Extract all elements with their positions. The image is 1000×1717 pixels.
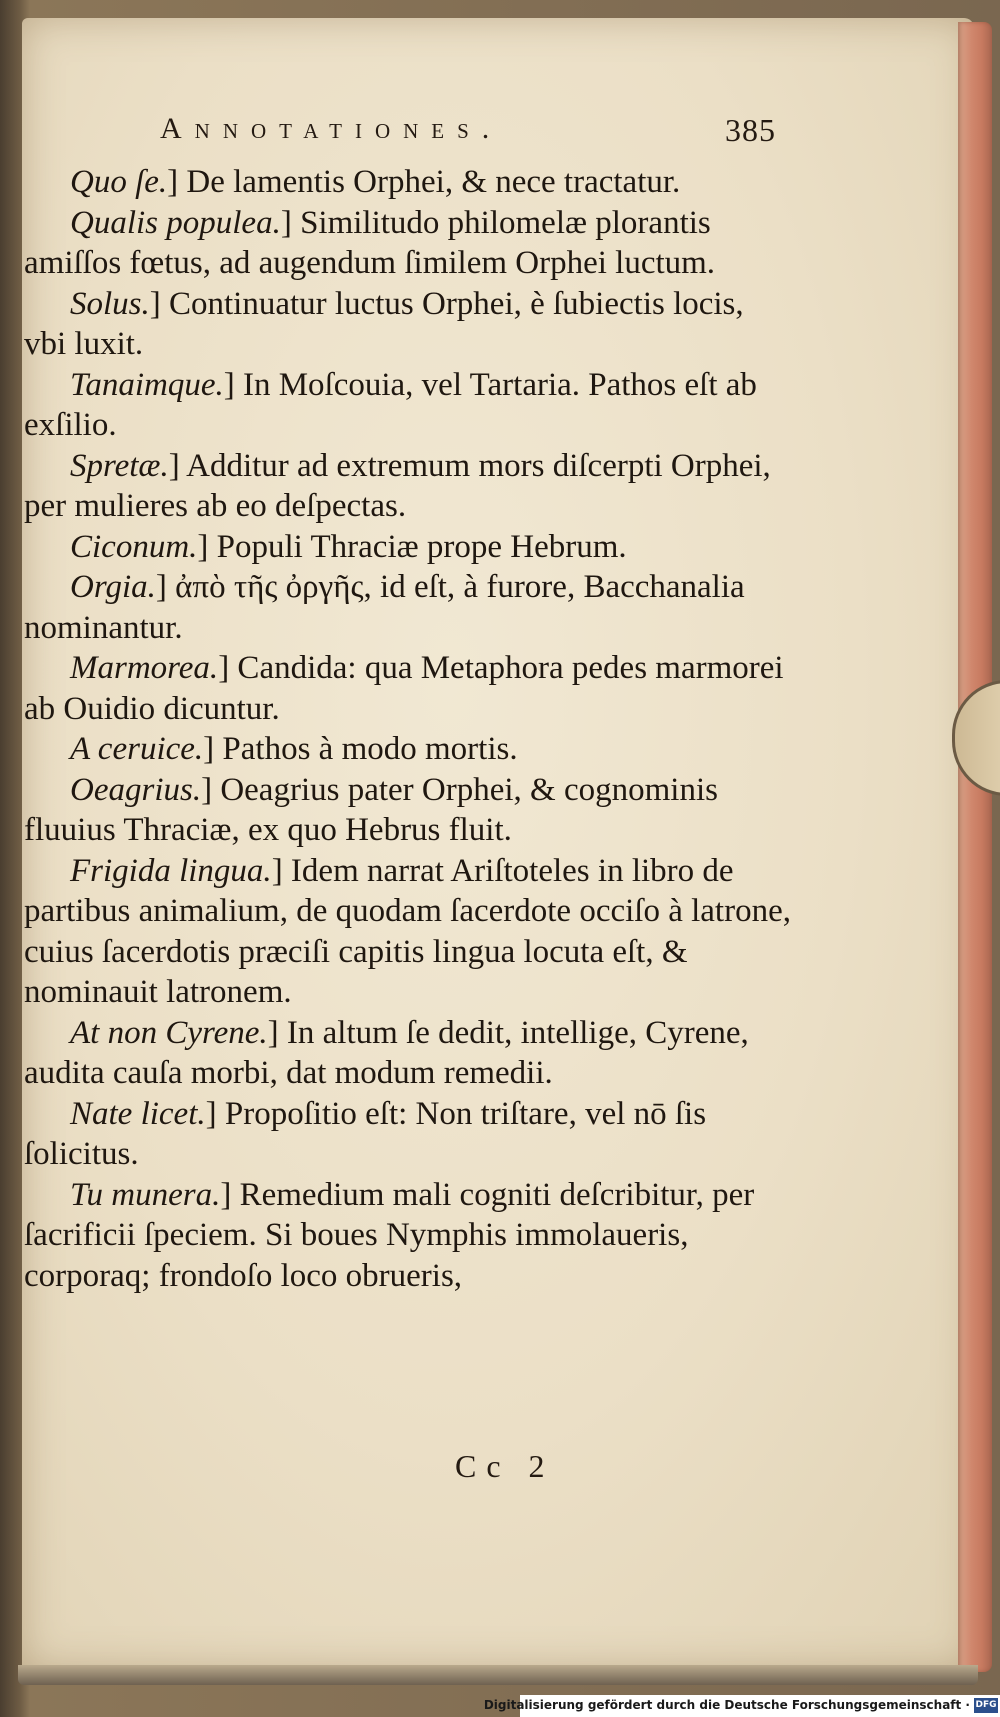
commentary: ] Idem narrat Ariſtoteles in libro de partibus animalium, de quodam ſacerdote occiſo à latrone, cuius ſacerdotis præciſi capitis lingua locuta eſt, & nominauit latronem. [24, 852, 791, 1010]
annotation-entry [24, 284, 794, 365]
commentary: ] Candida: qua Metaphora pedes marmorei ab Ouidio dicuntur. [24, 650, 784, 727]
annotation-entry [24, 527, 794, 568]
running-title: Annotationes. [160, 112, 503, 145]
annotation-entry [24, 203, 794, 284]
commentary: ] Pathos à modo mortis. [203, 731, 518, 767]
annotation-entry [24, 648, 794, 729]
annotation-entry [24, 851, 794, 1013]
annotation-entry [24, 567, 794, 648]
red-fore-edge [958, 22, 992, 1672]
annotation-entry [24, 1013, 794, 1094]
commentary: ] Remedium mali cogniti deſcribitur, per ſacrificii ſpeciem. Si boues Nymphis immolaueris, corporaq; frondoſo loco obrueris, [24, 1176, 755, 1294]
lemma: At non Cyrene. [70, 1014, 268, 1051]
page-number: 385 [725, 112, 776, 148]
annotation-entry [24, 365, 794, 446]
annotation-text [24, 162, 794, 1296]
lemma: Orgia. [70, 569, 156, 605]
lemma: Qualis populea. [70, 204, 281, 241]
page-header [160, 112, 800, 152]
lemma: Ciconum. [70, 528, 198, 565]
annotation-entry [24, 446, 794, 527]
lemma: Spretæ. [70, 447, 169, 484]
lemma: Nate licet. [70, 1095, 206, 1132]
commentary: ] ἀπὸ τῆς ὀργῆς, id eſt, à furore, Bacchanalia nominantur. [24, 569, 745, 646]
commentary: ] Populi Thraciæ prope Hebrum. [197, 528, 627, 565]
commentary: ] Propoſitio eſt: Non triſtare, vel nō ſis ſolicitus. [24, 1095, 707, 1172]
annotation-entry [24, 770, 794, 851]
commentary: ] Similitudo philomelæ plorantis amiſſos fœtus, ad augendum ſimilem Orphei luctum. [24, 204, 716, 281]
dfg-logo-icon: DFG [974, 1698, 998, 1713]
annotation-entry [24, 1094, 794, 1175]
annotation-entry [24, 729, 794, 770]
funding-credit: Digitalisierung gefördert durch die Deutsche Forschungsgemeinschaft · [483, 1698, 970, 1712]
commentary: ] Additur ad extremum mors diſcerpti Orphei, per mulieres ab eo deſpectas. [24, 447, 771, 524]
commentary: ] In Moſcouia, vel Tartaria. Pathos eſt ab exſilio. [24, 366, 757, 443]
annotation-entry [24, 162, 794, 203]
annotation-entry [24, 1175, 794, 1297]
lemma: Tu munera. [70, 1176, 221, 1213]
lemma: A ceruice. [70, 731, 204, 767]
commentary: ] In altum ſe dedit, intellige, Cyrene, audita cauſa morbi, dat modum remedii. [24, 1014, 749, 1091]
commentary: ] Continuatur luctus Orphei, è ſubiectis locis, vbi luxit. [24, 285, 744, 362]
lemma: Marmorea. [70, 650, 219, 686]
lemma: Tanaimque. [70, 366, 224, 403]
lemma: Oeagrius. [70, 771, 202, 808]
digitization-footer [483, 1695, 1000, 1717]
lemma: Frigida lingua. [70, 852, 272, 889]
commentary: ] De lamentis Orphei, & nece tractatur. [167, 164, 681, 200]
commentary: ] Oeagrius pater Orphei, & cognominis fluuius Thraciæ, ex quo Hebrus fluit. [24, 771, 718, 848]
lemma: Solus. [70, 285, 150, 322]
book-bottom-edge [18, 1665, 978, 1685]
lemma: Quo ſe. [70, 164, 168, 200]
signature-mark: Cc 2 [455, 1448, 555, 1484]
